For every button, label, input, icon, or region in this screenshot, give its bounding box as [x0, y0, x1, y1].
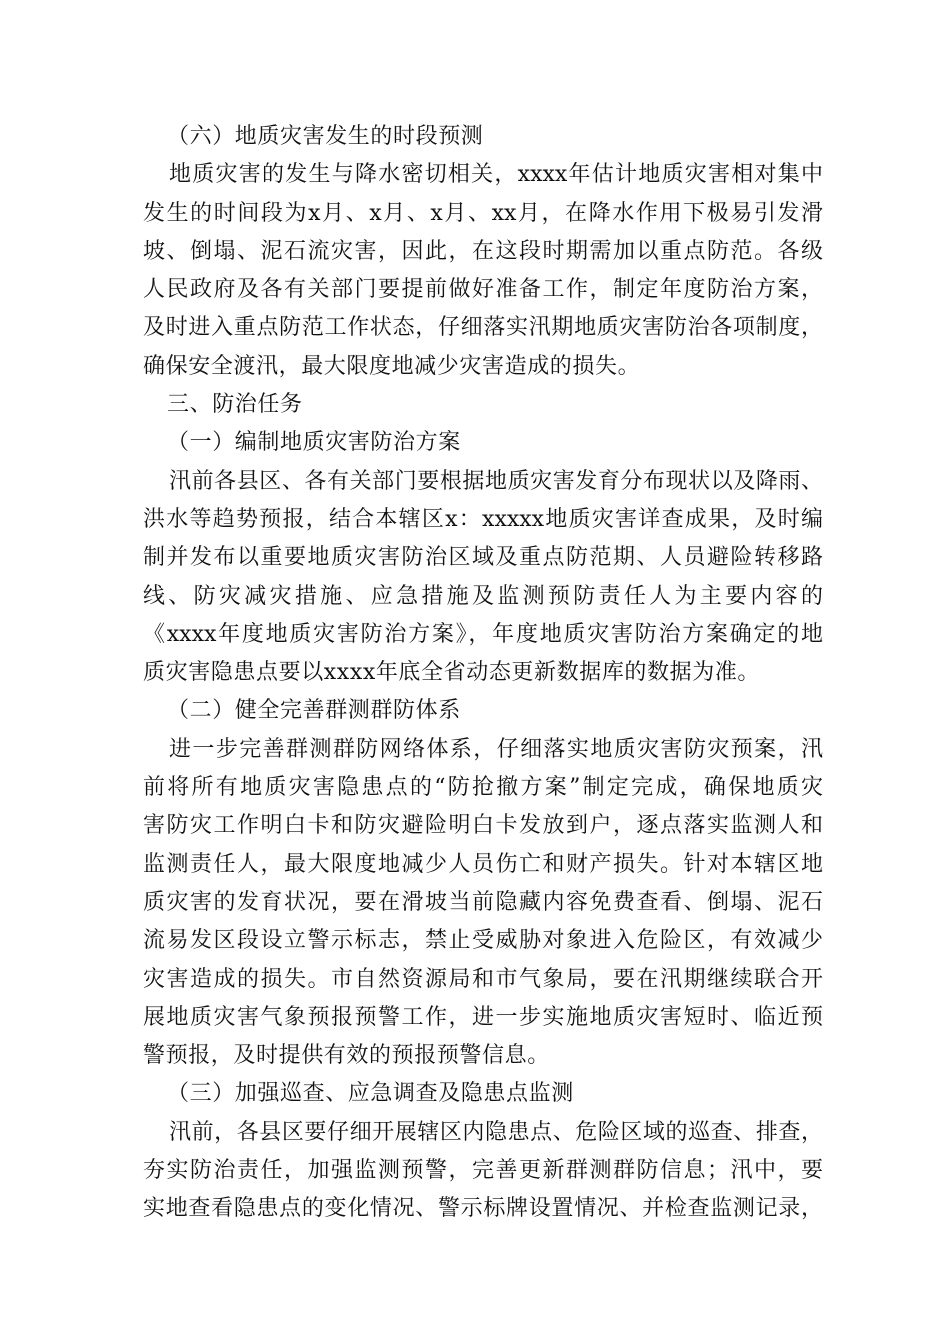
- paragraph-line: 质灾害的发育状况，要在滑坡当前隐藏内容免费查看、倒塌、泥石: [143, 889, 823, 915]
- paragraph-line: 汛前，各县区要仔细开展辖区内隐患点、危险区域的巡查、排查，: [169, 1119, 823, 1145]
- paragraph-line: 《xxxx年度地质灾害防治方案》，年度地质灾害防治方案确定的地: [143, 621, 823, 647]
- paragraph-line: 害防灾工作明白卡和防灾避险明白卡发放到户，逐点落实监测人和: [143, 813, 823, 839]
- paragraph-line: 警预报，及时提供有效的预报预警信息。: [143, 1043, 550, 1069]
- paragraph-line: 发生的时间段为x月、x月、x月、xx月，在降水作用下极易引发滑: [143, 200, 823, 226]
- paragraph-line: 及时进入重点防范工作状态，仔细落实汛期地质灾害防治各项制度，: [143, 315, 823, 341]
- paragraph-line: 确保安全渡汛，最大限度地减少灾害造成的损失。: [143, 353, 641, 379]
- document-body: [143, 118, 823, 1229]
- paragraph-line: 灾害造成的损失。市自然资源局和市气象局，要在汛期继续联合开: [143, 966, 823, 992]
- paragraph-line: 坡、倒塌、泥石流灾害，因此，在这段时期需加以重点防范。各级: [143, 238, 823, 264]
- paragraph-line: 前将所有地质灾害隐患点的“防抢撤方案”制定完成，确保地质灾: [143, 775, 823, 801]
- paragraph-line: 制并发布以重要地质灾害防治区域及重点防范期、人员避险转移路: [143, 545, 823, 571]
- paragraph-line: 线、防灾减灾措施、应急措施及监测预防责任人为主要内容的: [143, 583, 823, 609]
- paragraph-line: 地质灾害的发生与降水密切相关，xxxx年估计地质灾害相对集中: [169, 162, 823, 188]
- section-heading-6: （六）地质灾害发生的时段预测: [167, 124, 484, 149]
- section-heading-2: （二）健全完善群测群防体系: [167, 698, 461, 724]
- paragraph-line: 流易发区段设立警示标志，禁止受威胁对象进入危险区，有效减少: [143, 928, 823, 954]
- paragraph-line: 质灾害隐患点要以xxxx年底全省动态更新数据库的数据为准。: [143, 660, 761, 686]
- paragraph-line: 夯实防治责任，加强监测预警，完善更新群测群防信息；汛中，要: [143, 1158, 823, 1184]
- section-heading-3: （三）加强巡查、应急调查及隐患点监测: [167, 1081, 574, 1107]
- paragraph-line: 监测责任人，最大限度地减少人员伤亡和财产损失。针对本辖区地: [143, 851, 823, 877]
- paragraph-line: 展地质灾害气象预报预警工作，进一步实施地质灾害短时、临近预: [143, 1004, 823, 1030]
- chapter-heading-3: 三、防治任务: [167, 392, 303, 418]
- paragraph-line: 汛前各县区、各有关部门要根据地质灾害发育分布现状以及降雨、: [169, 468, 823, 494]
- paragraph-line: 人民政府及各有关部门要提前做好准备工作，制定年度防治方案，: [143, 277, 823, 303]
- paragraph-line: 实地查看隐患点的变化情况、警示标牌设置情况、并检查监测记录，: [143, 1196, 823, 1222]
- paragraph-line: 洪水等趋势预报，结合本辖区x：xxxxx地质灾害详查成果，及时编: [143, 506, 823, 532]
- section-heading-1: （一）编制地质灾害防治方案: [167, 430, 461, 456]
- paragraph-line: 进一步完善群测群防网络体系，仔细落实地质灾害防灾预案，汛: [169, 736, 823, 762]
